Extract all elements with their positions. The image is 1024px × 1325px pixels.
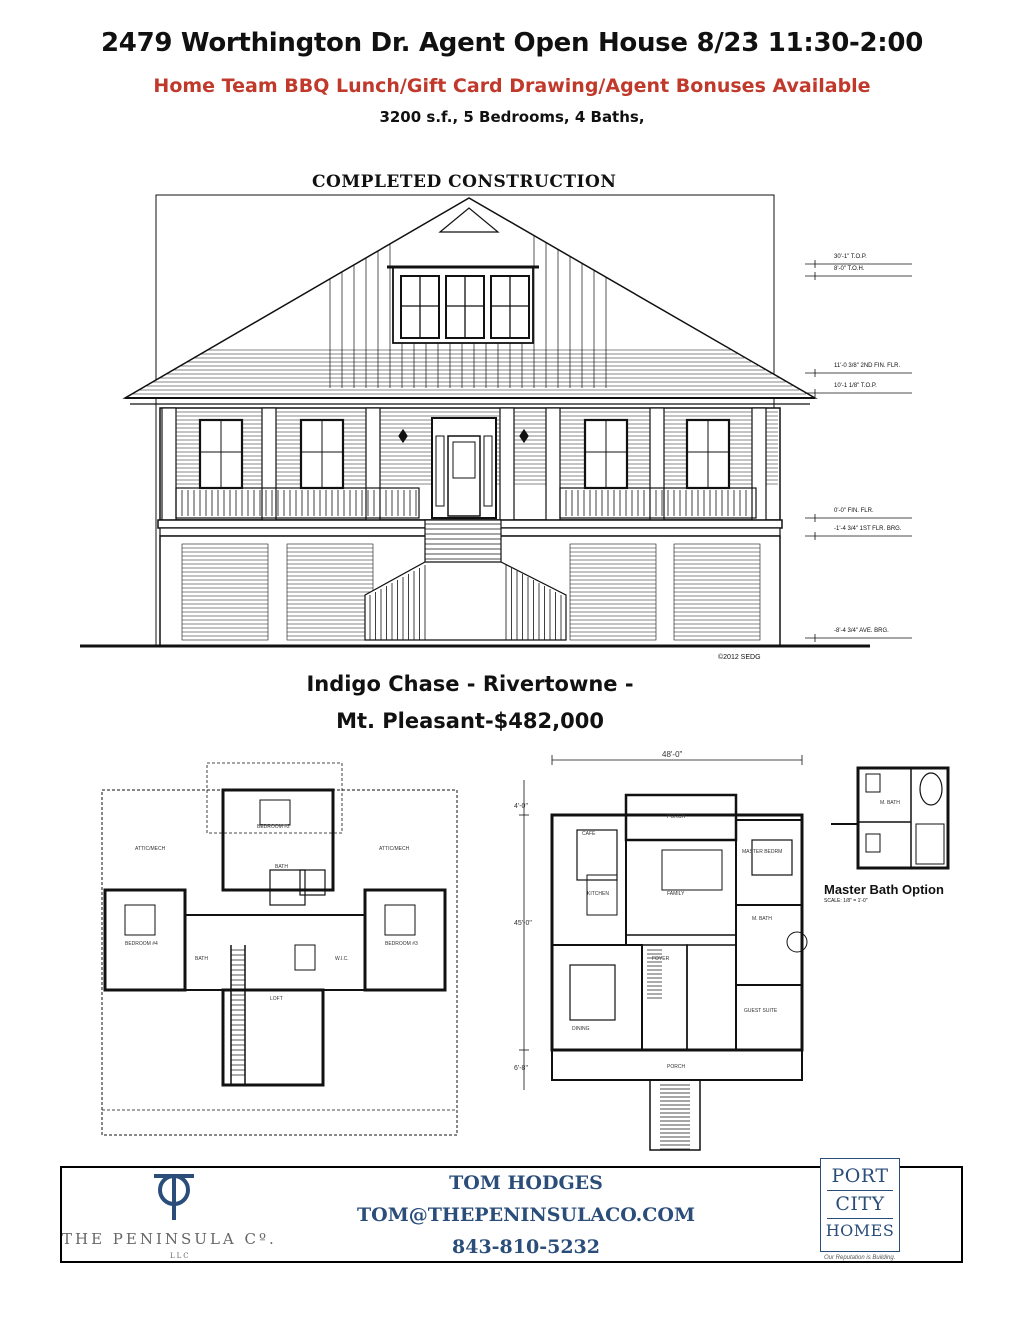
- port-city-line3: HOMES: [825, 1221, 895, 1240]
- home-specs: 3200 s.f., 5 Bedrooms, 4 Baths,: [379, 108, 645, 126]
- plan2-room-foyer: FOYER: [652, 956, 670, 962]
- peninsula-logo-icon: [148, 1170, 200, 1222]
- plan2-room-kitchen: KITCHEN: [587, 891, 609, 897]
- plan2-room-cafe: CAFE: [582, 831, 596, 837]
- plan2-room-dining: DINING: [572, 1026, 590, 1032]
- plan2-room-mbath: M. BATH: [752, 916, 772, 922]
- port-city-line2: CITY: [835, 1193, 885, 1215]
- elevation-height-mark: 11'-0 3/8" 2ND FIN. FLR.: [834, 363, 901, 369]
- plan1-room-bath1: BATH: [275, 864, 288, 870]
- port-city-tagline: Our Reputation is Building.: [824, 1255, 896, 1261]
- plan1-room-loft: LOFT: [270, 996, 283, 1002]
- agent-name: TOM HODGES: [449, 1172, 603, 1194]
- plan2-depth-dim-top: 4'-0": [514, 803, 528, 810]
- elevation-height-mark: 10'-1 1/8" T.O.P.: [834, 383, 877, 389]
- upper-floor-plan: [95, 760, 465, 1145]
- plan2-room-porch-back: PORCH: [667, 814, 686, 820]
- plan1-room-bath2: BATH: [195, 956, 208, 962]
- plan1-room-bed3: BEDROOM #3: [385, 941, 418, 947]
- elevation-copyright: ©2012 SEDG: [718, 654, 761, 661]
- port-city-line1: PORT: [831, 1165, 889, 1187]
- peninsula-company-name: THE PENINSULA Cº.: [62, 1230, 277, 1248]
- mbo-room-label: M. BATH: [880, 800, 900, 806]
- plan2-room-guest: GUEST SUITE: [744, 1008, 778, 1014]
- master-bath-option-title: Master Bath Option: [824, 882, 944, 897]
- agent-email-link[interactable]: TOM@THEPENINSULACO.COM: [357, 1204, 695, 1226]
- plan1-room-wic: W.I.C.: [335, 956, 349, 962]
- front-elevation-drawing: [0, 190, 1024, 660]
- plan2-room-porch-front: PORCH: [667, 1064, 686, 1070]
- master-bath-option-scale: SCALE: 1/8" = 1'-0": [824, 898, 868, 904]
- elevation-height-mark: 0'-0" FIN. FLR.: [834, 508, 874, 514]
- neighborhood-line: Indigo Chase - Rivertowne -: [306, 672, 634, 696]
- plan1-room-bed4: BEDROOM #4: [125, 941, 158, 947]
- plan1-room-attic-left: ATTIC/MECH: [135, 846, 166, 852]
- plan2-width-dim: 48'-0": [662, 750, 683, 759]
- elevation-label: COMPLETED CONSTRUCTION: [312, 172, 617, 192]
- agent-phone-link[interactable]: 843-810-5232: [452, 1236, 600, 1258]
- city-price-line: Mt. Pleasant-$482,000: [336, 709, 604, 733]
- page-title: 2479 Worthington Dr. Agent Open House 8/23 11:30-2:00: [100, 28, 923, 58]
- port-city-homes-logo: [820, 1158, 900, 1252]
- elevation-height-mark: -1'-4 3/4" 1ST FLR. BRG.: [834, 526, 902, 532]
- plan2-depth-dim-mid: 45'-0": [514, 920, 532, 927]
- peninsula-llc: LLC: [170, 1252, 191, 1260]
- plan1-room-attic-right: ATTIC/MECH: [379, 846, 410, 852]
- elevation-height-mark: 8'-0" T.O.H.: [834, 266, 865, 272]
- elevation-height-mark: -8'-4 3/4" AVE. BRG.: [834, 628, 889, 634]
- plan2-room-family: FAMILY: [667, 891, 685, 897]
- elevation-height-mark: 30'-1" T.O.P.: [834, 254, 867, 260]
- master-bath-option-plan: [826, 764, 951, 876]
- plan2-depth-dim-bot: 6'-8": [514, 1065, 528, 1072]
- plan2-room-master: MASTER BEDRM: [742, 849, 783, 855]
- plan1-room-bed2: BEDROOM #2: [257, 824, 290, 830]
- promo-subtitle: Home Team BBQ Lunch/Gift Card Drawing/Agent Bonuses Available: [153, 75, 871, 97]
- main-floor-plan: [512, 750, 812, 1155]
